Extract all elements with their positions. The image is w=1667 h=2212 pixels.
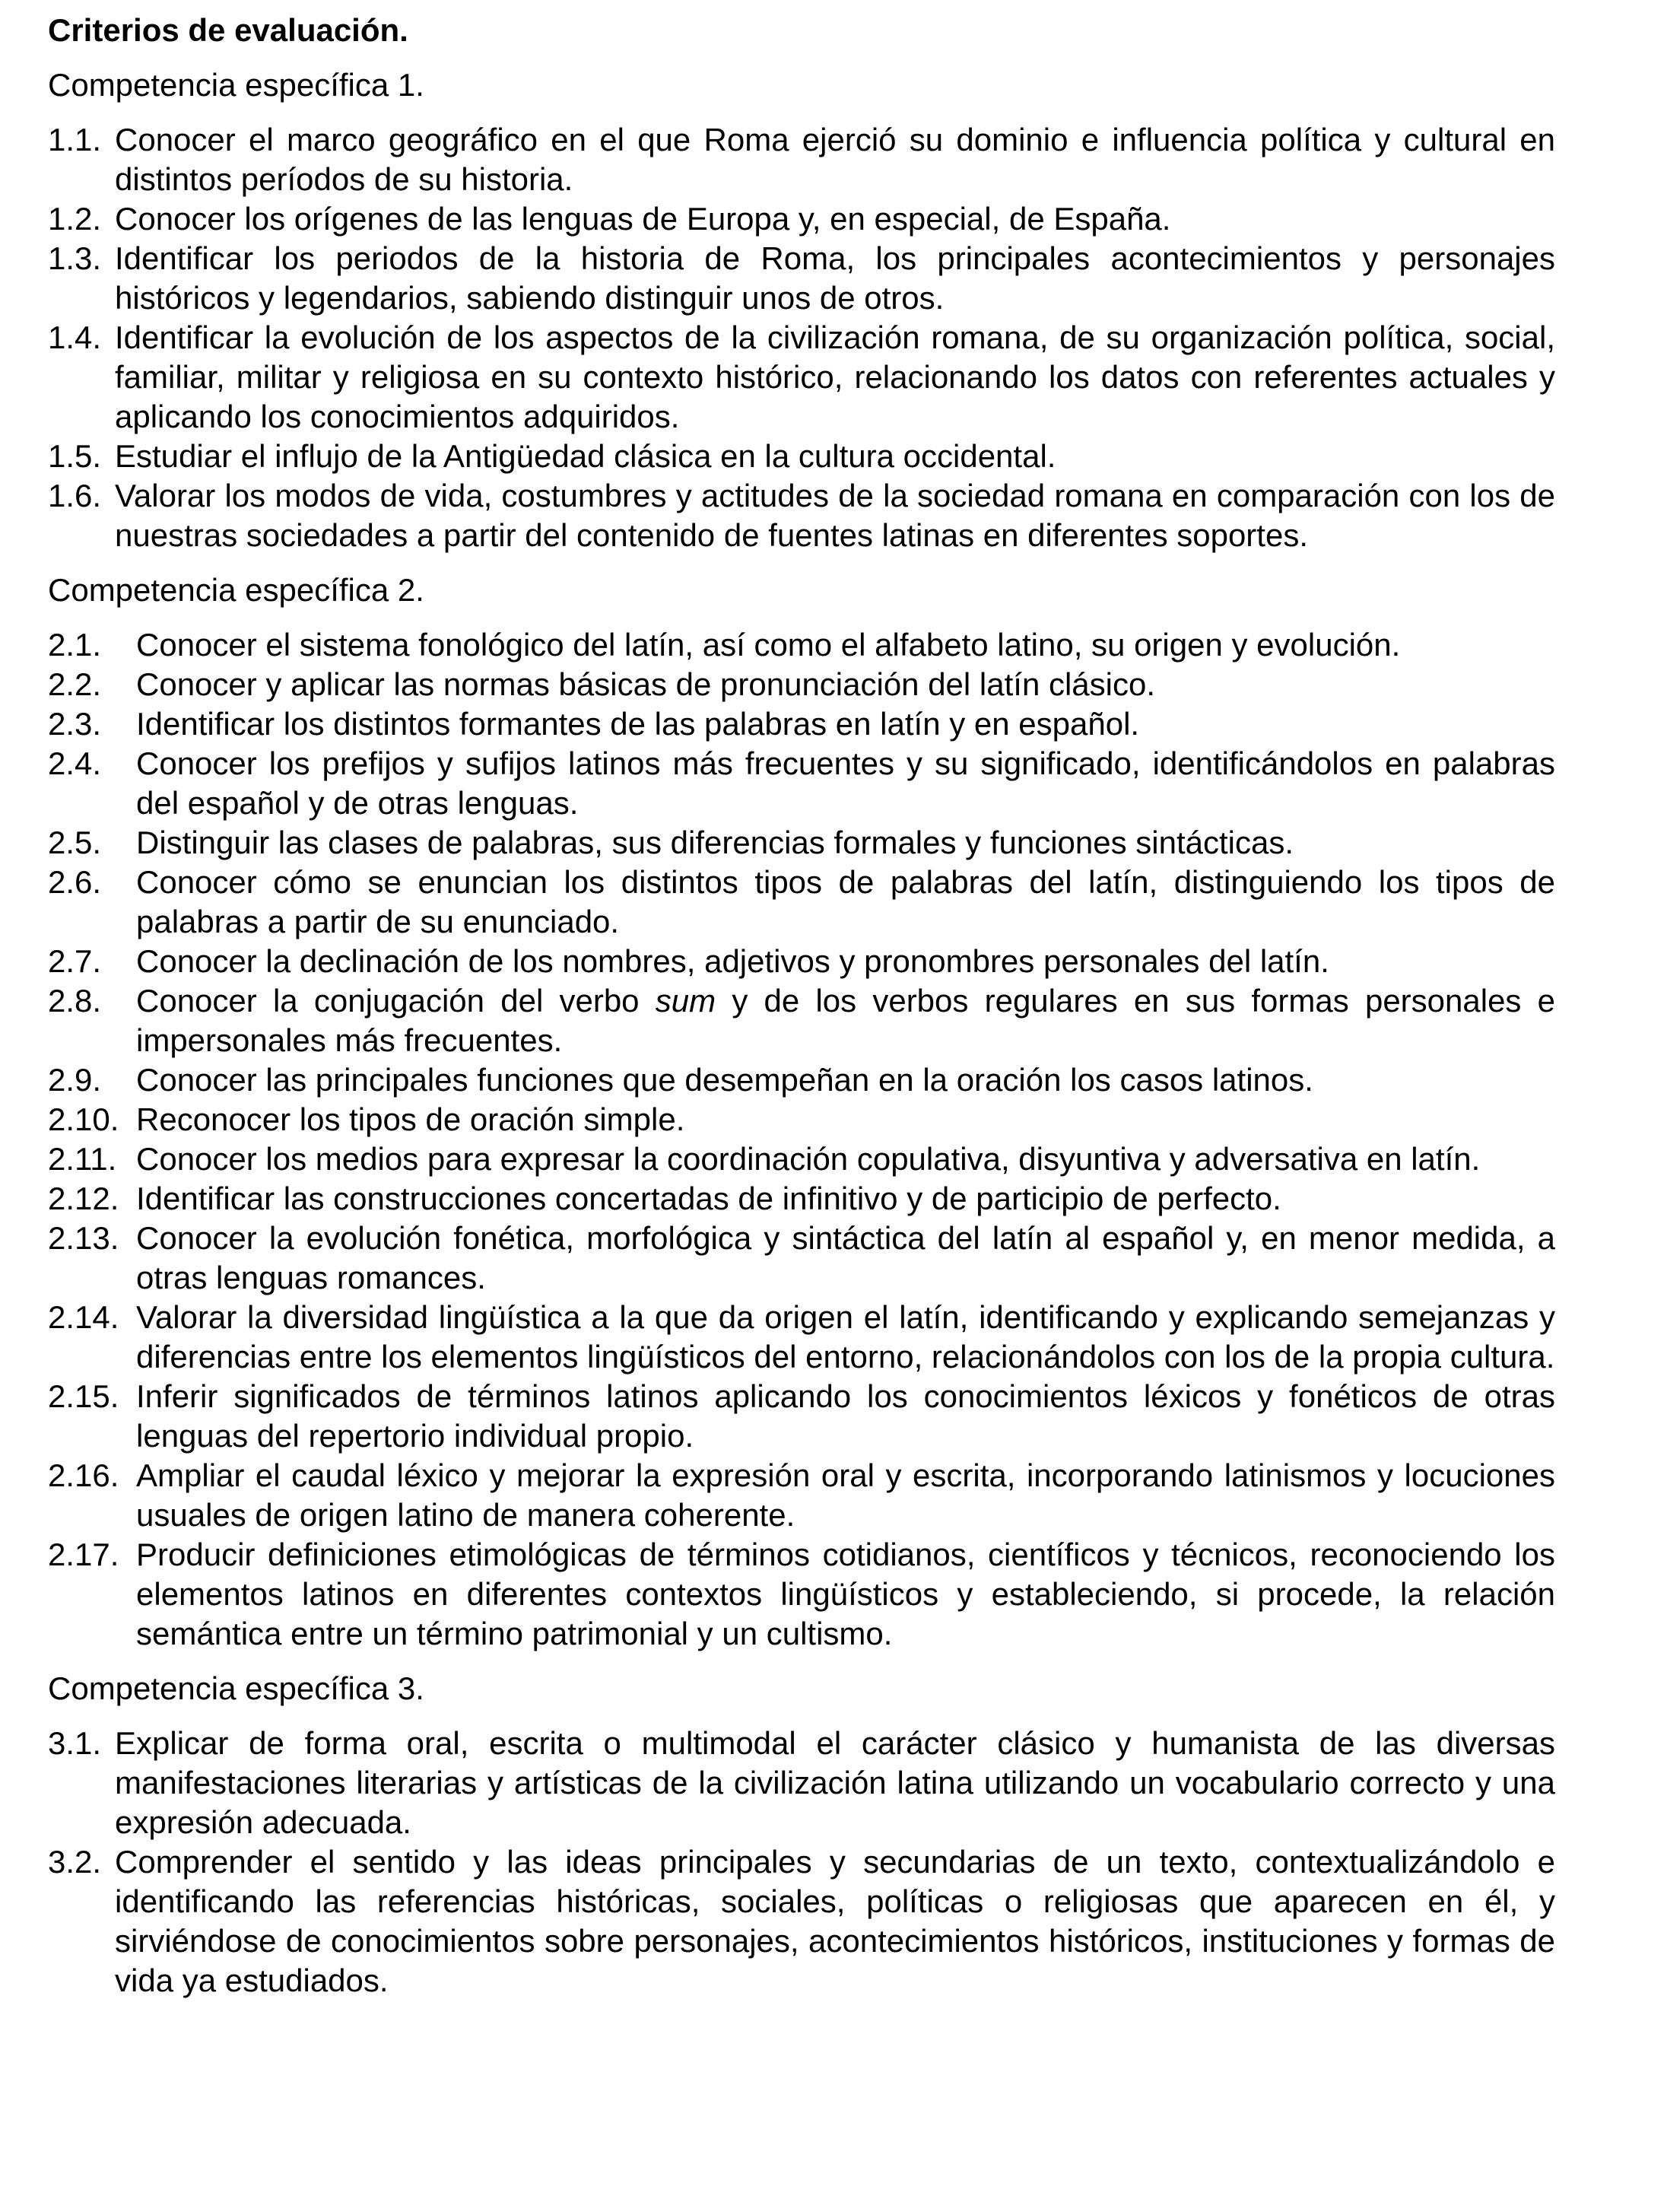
criterion-number: 2.10.: [48, 1101, 119, 1137]
criterion-number: 1.4.: [48, 319, 102, 355]
criterion-text: Reconocer los tipos de oración simple.: [136, 1101, 685, 1137]
criterion-3-1: [48, 1724, 1555, 1842]
criterion-text: Conocer cómo se enuncian los distintos tipos de palabras del latín, distinguiendo los tipos de palabras a partir de su enunciado.: [136, 864, 1555, 939]
document-page: [48, 11, 1555, 2016]
criterion-2-9: [48, 1060, 1555, 1100]
criterion-number: 2.4.: [48, 745, 102, 781]
criterion-number: 2.5.: [48, 825, 102, 860]
criterion-2-12: [48, 1179, 1555, 1219]
criterion-number: 2.14.: [48, 1299, 119, 1335]
criterion-text: Conocer y aplicar las normas básicas de pronunciación del latín clásico.: [136, 666, 1156, 702]
criterion-text: Conocer el marco geográfico en el que Roma ejerció su dominio e influencia política y cultural en distintos períodos de su historia.: [115, 122, 1555, 197]
criterion-text: Producir definiciones etimológicas de términos cotidianos, científicos y técnicos, reconociendo los elementos latinos en diferentes contextos lingüísticos y estableciendo, si procede, la relación semántica entre un término patrimonial y un cultismo.: [136, 1537, 1555, 1651]
criterion-number: 2.16.: [48, 1457, 119, 1493]
section-heading-3: Competencia específica 3.: [48, 1670, 424, 1706]
criterion-number: 2.3.: [48, 706, 102, 742]
criterion-text: Conocer los orígenes de las lenguas de Europa y, en especial, de España.: [115, 201, 1171, 237]
criterion-2-3: [48, 704, 1555, 744]
criterion-text: Inferir significados de términos latinos aplicando los conocimientos léxicos y fonéticos de otras lenguas del repertorio individual propio.: [136, 1378, 1555, 1454]
criterion-number: 2.13.: [48, 1220, 119, 1256]
criterion-2-14: [48, 1298, 1555, 1377]
criterion-number: 2.8.: [48, 983, 102, 1019]
criterion-number: 2.1.: [48, 627, 102, 663]
criterion-text: Identificar la evolución de los aspectos de la civilización romana, de su organización política, social, familiar, militar y religiosa en su contexto histórico, relacionando los datos con referentes actuales y aplicando los conocimientos adquiridos.: [115, 319, 1555, 434]
criterion-2-5: [48, 823, 1555, 863]
criterion-number: 1.5.: [48, 438, 102, 474]
criterion-number: 2.17.: [48, 1537, 119, 1572]
criterion-number: 2.12.: [48, 1181, 119, 1216]
criterion-2-11: [48, 1139, 1555, 1179]
criterion-text: Valorar los modos de vida, costumbres y actitudes de la sociedad romana en comparación con los de nuestras sociedades a partir del contenido de fuentes latinas en diferentes soportes.: [115, 478, 1555, 553]
criterion-2-6: [48, 863, 1555, 942]
verb-sum-italic: sum: [655, 983, 716, 1019]
criterion-2-13: [48, 1219, 1555, 1298]
criterion-text: Distinguir las clases de palabras, sus diferencias formales y funciones sintácticas.: [136, 825, 1294, 860]
criterion-text: Conocer la evolución fonética, morfológica y sintáctica del latín al español y, en menor medida, a otras lenguas romances.: [136, 1220, 1555, 1295]
criterion-2-7: [48, 942, 1555, 981]
criterion-number: 1.2.: [48, 201, 102, 237]
criterion-text: Conocer el sistema fonológico del latín, así como el alfabeto latino, su origen y evolución.: [136, 627, 1401, 663]
criterion-2-1: [48, 625, 1555, 665]
criterion-text: Conocer las principales funciones que desempeñan en la oración los casos latinos.: [136, 1062, 1313, 1098]
criterion-number: 1.1.: [48, 122, 102, 157]
criterion-text: Identificar los distintos formantes de las palabras en latín y en español.: [136, 706, 1140, 742]
criteria-list-2: [48, 625, 1555, 1654]
criterion-number: 2.7.: [48, 943, 102, 979]
criterion-1-6: [48, 476, 1555, 555]
criterion-1-4: [48, 318, 1555, 437]
criterion-2-8: [48, 981, 1555, 1060]
criteria-list-3: [48, 1724, 1555, 2001]
criterion-2-15: [48, 1377, 1555, 1456]
criterion-2-16: [48, 1456, 1555, 1535]
criterion-1-2: [48, 199, 1555, 239]
criterion-1-1: [48, 120, 1555, 199]
criterion-2-2: [48, 665, 1555, 704]
criterion-text: Conocer la declinación de los nombres, adjetivos y pronombres personales del latín.: [136, 943, 1329, 979]
criterion-text: [136, 981, 1555, 1060]
criterion-number: 2.9.: [48, 1062, 102, 1098]
criterion-number: 2.15.: [48, 1378, 119, 1414]
criterion-number: 1.3.: [48, 240, 102, 276]
section-heading-1: Competencia específica 1.: [48, 67, 424, 103]
criterion-number: 3.2.: [48, 1844, 102, 1880]
criterion-text: Valorar la diversidad lingüística a la que da origen el latín, identificando y explicando semejanzas y diferencias entre los elementos lingüísticos del entorno, relacionándolos con los de la propia cultura.: [136, 1299, 1555, 1375]
criterion-2-10: [48, 1100, 1555, 1139]
criterion-3-2: [48, 1842, 1555, 2001]
document-title: Criterios de evaluación.: [48, 12, 408, 48]
criterion-number: 1.6.: [48, 478, 102, 513]
criterion-1-3: [48, 239, 1555, 318]
criterion-text: Conocer los medios para expresar la coordinación copulativa, disyuntiva y adversativa en latín.: [136, 1141, 1481, 1177]
criterion-2-4: [48, 744, 1555, 823]
criterion-text: Comprender el sentido y las ideas principales y secundarias de un texto, contextualizándolo e identificando las referencias históricas, sociales, políticas o religiosas que aparecen en él, y sirviéndose de conocimientos sobre personajes, acontecimientos históricos, instituciones y formas de vida ya estudiados.: [115, 1844, 1555, 1998]
criterion-text: Conocer los prefijos y sufijos latinos más frecuentes y su significado, identificándolos en palabras del español y de otras lenguas.: [136, 745, 1555, 821]
criterion-text-part: y de los verbos regulares en sus formas personales e impersonales más frecuentes.: [136, 983, 1555, 1058]
criterion-text-part: Conocer la conjugación del verbo: [136, 983, 656, 1019]
criterion-text: Estudiar el influjo de la Antigüedad clásica en la cultura occidental.: [115, 438, 1056, 474]
section-heading-2: Competencia específica 2.: [48, 572, 424, 608]
criterion-1-5: [48, 437, 1555, 476]
criterion-2-17: [48, 1535, 1555, 1654]
criterion-text: Explicar de forma oral, escrita o multimodal el carácter clásico y humanista de las diversas manifestaciones literarias y artísticas de la civilización latina utilizando un vocabulario correcto y una expresión adecuada.: [115, 1725, 1555, 1840]
criterion-number: 2.6.: [48, 864, 102, 900]
criterion-text: Identificar las construcciones concertadas de infinitivo y de participio de perfecto.: [136, 1181, 1281, 1216]
criterion-number: 2.11.: [48, 1141, 117, 1177]
criterion-text: Identificar los periodos de la historia de Roma, los principales acontecimientos y personajes históricos y legendarios, sabiendo distinguir unos de otros.: [115, 240, 1555, 316]
criterion-number: 3.1.: [48, 1725, 102, 1761]
criterion-number: 2.2.: [48, 666, 102, 702]
criterion-text: Ampliar el caudal léxico y mejorar la expresión oral y escrita, incorporando latinismos y locuciones usuales de origen latino de manera coherente.: [136, 1457, 1555, 1533]
criteria-list-1: [48, 120, 1555, 555]
